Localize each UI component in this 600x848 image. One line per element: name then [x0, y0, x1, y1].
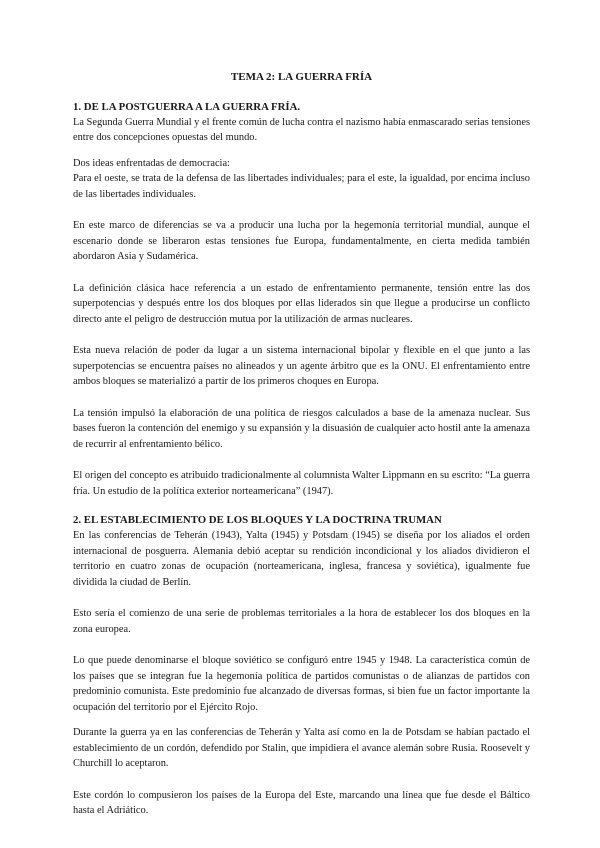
section-2-heading: 2. EL ESTABLECIMIENTO DE LOS BLOQUES Y LA DOCTRINA TRUMAN [73, 514, 442, 526]
paragraph: La Segunda Guerra Mundial y el frente común de lucha contra el nazismo había enmascarado serias tensiones entre dos concepciones opuestas del mundo. [73, 116, 531, 143]
paragraph: Para el oeste, se trata de la defensa de las libertades individuales; para el este, la igualdad, por encima incluso de las libertades individuales. [73, 173, 530, 200]
paragraph: Durante la guerra ya en las conferencias de Teherán y Yalta así como en la de Potsdam se habían pactado el establecimiento de un cordón, defendido por Stalin, que impidiera el avance alemán sobre Rusia. Roosevelt y Churchill lo aceptaron. [73, 727, 530, 769]
paragraph: El origen del concepto es atribuido tradicionalmente al columnista Walter Lippmann en su escrito: “La guerra fría. Un estudio de la política exterior norteamericana” (1947). [73, 470, 530, 497]
paragraph: Lo que puede denominarse el bloque soviético se configuró entre 1945 y 1948. La característica común de los países que se integran fue la hegemonía política de partidos comunistas o de alianzas de partidos con predominio comunista. Este predominio fue alcanzado de diversas formas, si bien fue un factor importante la ocupación del territorio por el Ejército Rojo. [73, 655, 530, 713]
paragraph: La tensión impulsó la elaboración de una política de riesgos calculados a base de la amenaza nuclear. Sus bases fueron la contención del enemigo y su expansión y la disuasión de cualquier acto hostil ante la amenaza de recurrir al enfrentamiento bélico. [73, 407, 530, 450]
page-title: TEMA 2: LA GUERRA FRÍA [230, 71, 373, 83]
paragraph: En este marco de diferencias se va a producir una lucha por la hegemonía territorial mundial, aunque el escenario donde se liberaron estas tensiones fue Europa, fundamentalmente, en cierta medida también abordaron Asia y Sudamérica. [73, 220, 530, 262]
paragraph: Esta nueva relación de poder da lugar a un sistema internacional bipolar y flexible en el que junto a las superpotencias se encuentra países no alineados y un agente árbitro que es la ONU. El enfrentamiento entre ambos bloques se materializó a partir de los primeros choques en Europa. [73, 345, 530, 387]
paragraph: Dos ideas enfrentadas de democracia: [73, 157, 230, 169]
section-1-heading: 1. DE LA POSTGUERRA A LA GUERRA FRÍA. [73, 100, 301, 113]
paragraph: La definición clásica hace referencia a un estado de enfrentamiento permanente, tensión entre las dos superpotencias y después entre los dos bloques por ellas liderados sin que llegue a producirse un conflicto directo ante el peligro de destrucción mutua por la utilización de armas nucleares. [73, 282, 530, 325]
paragraph: Esto sería el comienzo de una serie de problemas territoriales a la hora de establecer los dos bloques en la zona europea. [73, 608, 530, 635]
paragraph: Este cordón lo compusieron los países de la Europa del Este, marcando una línea que fue desde el Báltico hasta el Adriático. [73, 789, 530, 816]
paragraph: En las conferencias de Teherán (1943), Yalta (1945) y Potsdam (1945) se diseña por los aliados el orden internacional de posguerra. Alemania debió aceptar su rendición incondicional y los aliados dividieron el territorio en cuatro zonas de ocupación (norteamericana, inglesa, francesa y soviética), igualmente fue dividida la ciudad de Berlín. [73, 530, 530, 588]
